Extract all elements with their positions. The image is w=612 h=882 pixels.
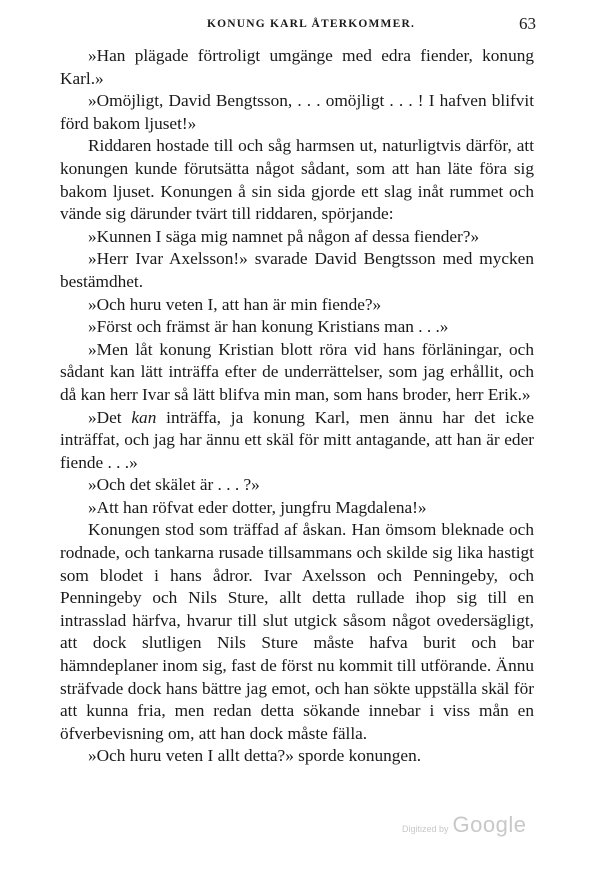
- paragraph: »Först och främst är han konung Kristians man . . .»: [88, 317, 449, 337]
- paragraph: »Och huru veten I, att han är min fiende?»: [88, 294, 382, 314]
- body-text: [60, 45, 534, 768]
- paragraph: »Att han röfvat eder dotter, jungfru Magdalena!»: [88, 497, 427, 517]
- running-title: KONUNG KARL ÅTERKOMMER.: [206, 18, 416, 30]
- paragraph: »Han plägade förtroligt umgänge med edra fiender, konung Karl.»: [60, 46, 534, 88]
- digitized-watermark: [402, 812, 526, 842]
- paragraph: [60, 407, 534, 475]
- emphasized-word: kan: [131, 407, 157, 427]
- paragraph: »Och huru veten I allt detta?» sporde konungen.: [88, 746, 422, 766]
- watermark-prefix: Digitized by: [402, 824, 449, 834]
- paragraph-text: inträffa, ja konung Karl, men ännu har det icke inträffat, och jag har ännu ett skäl för mitt antagande, att han är eder fiende . . .»: [60, 407, 534, 472]
- paragraph: Riddaren hostade till och såg harmsen ut, naturligtvis därför, att konungen kunde förutsätta något sådant, som att han läte föra sig bakom ljuset. Konungen å sin sida gjorde ett slag inåt rummet och vände sig därunder tvärt till riddaren, spörjande:: [60, 136, 534, 224]
- paragraph-text: »Det: [88, 407, 132, 427]
- paragraph: »Och det skälet är . . . ?»: [88, 475, 260, 495]
- paragraph: Konungen stod som träffad af åskan. Han ömsom bleknade och rodnade, och tankarna rusade tillsammans och skilde sig lika hastigt som blodet i hans ådror. Ivar Axelsson och Penningeby, och Penningeby och Nils Sture, allt detta rullade ihop sig till en intrasslad härfva, hvarur till slut utgick såsom något ovedersägligt, att dock slutligen Nils Sture måste hafva burit och bar hämndeplaner inom sig, fast de först nu kommit till utförande. Ännu sträfvade dock hans bättre jag emot, och han sökte uppställa skäl för att kunna fria, men redan detta sökande innebar i viss mån en öfverbevisning om, att han dock måste fälla.: [60, 520, 534, 743]
- paragraph: »Kunnen I säga mig namnet på någon af dessa fiender?»: [88, 226, 480, 246]
- page-header: [86, 14, 536, 38]
- paragraph: »Herr Ivar Axelsson!» svarade David Bengtsson med mycken bestämdhet.: [60, 249, 534, 291]
- paragraph: »Men låt konung Kristian blott röra vid hans förläningar, och sådant kan lätt inträffa efter de underrättelser, som jag erhållit, och då kan herr Ivar så lätt blifva min man, som hans broder, herr Erik.»: [60, 339, 534, 404]
- paragraph: »Omöjligt, David Bengtsson, . . . omöjligt . . . ! I hafven blifvit förd bakom ljuset!»: [60, 91, 534, 133]
- watermark-brand: Google: [452, 812, 527, 837]
- page-number: 63: [519, 14, 536, 33]
